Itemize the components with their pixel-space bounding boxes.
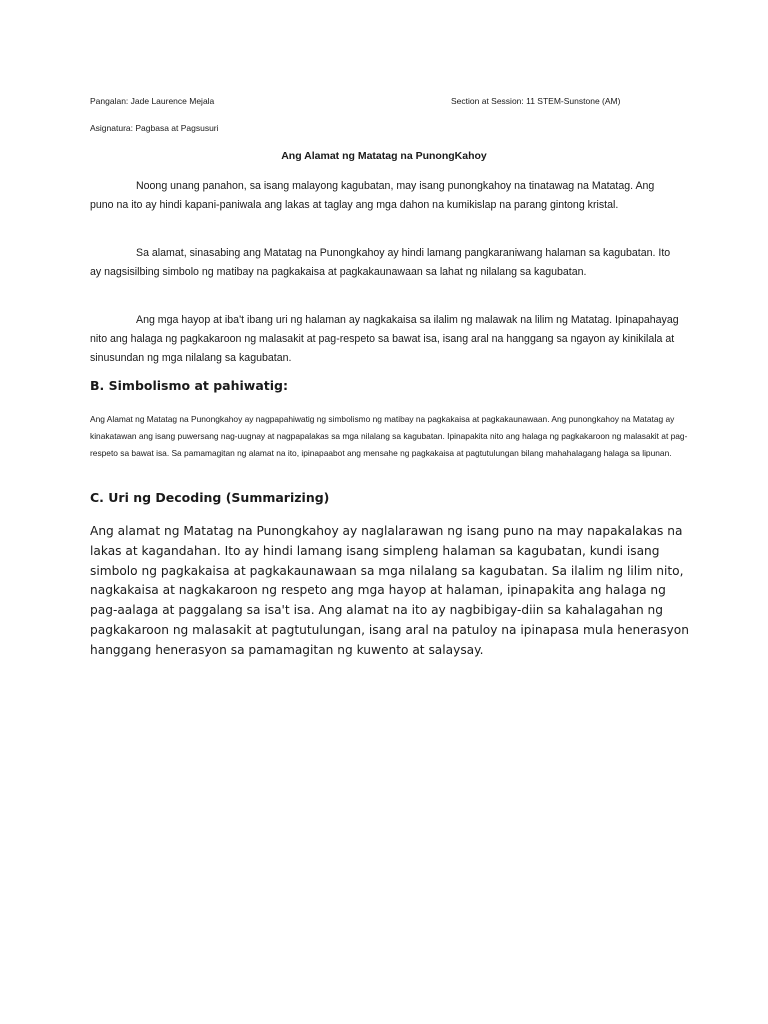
section-b-heading: B. Simbolismo at pahiwatig:: [90, 378, 288, 393]
section-c-heading: C. Uri ng Decoding (Summarizing): [90, 490, 330, 505]
section-session: Section at Session: 11 STEM-Sunstone (AM): [451, 96, 621, 106]
section-b-body: Ang Alamat ng Matatag na Punongkahoy ay nagpapahiwatig ng simbolismo ng matibay na pagkakaisa at pagkakaunawaan. Ang punongkahoy na Matatag ay kinakatawan ang isang puwersang nag-uugnay at nagpapalakas sa mga nilalang sa kagubatan. Ipinapakita nito ang halaga ng pagkakaroon ng malasakit at pag-respeto sa bawat isa. Sa pamamagitan ng alamat na ito, ipinapaabot ang mensahe ng pagkakaisa at pagtutulungan bilang mahahalagang halaga sa lipunan.: [90, 414, 688, 458]
story-paragraph-2: Sa alamat, sinasabing ang Matatag na Punongkahoy ay hindi lamang pangkaraniwang halaman sa kagubatan. Ito ay nagsisilbing simbolo ng matibay na pagkakaisa at pagkakaunawaan sa lahat ng nilalang sa kagubatan.: [90, 247, 671, 278]
story-paragraph-1: Noong unang panahon, sa isang malayong kagubatan, may isang punongkahoy na tinatawag na Matatag. Ang puno na ito ay hindi kapani-paniwala ang lakas at taglay ang mga dahon na kumikislap na parang gintong kristal.: [90, 180, 655, 211]
section-c-body: Ang alamat ng Matatag na Punongkahoy ay naglalarawan ng isang puno na may napakalakas na lakas at kagandahan. Ito ay hindi lamang isang simpleng halaman sa kagubatan, kundi isang simbolo ng pagkakaisa at pagkakaunawaan sa mga nilalang sa kagubatan. Sa ilalim ng lilim nito, nagkakaisa at nagkakaroon ng respeto ang mga hayop at halaman, ipinapakita ang halaga ng pag-aalaga at paggalang sa isa't isa. Ang alamat na ito ay nagbibigay-diin sa kahalagahan ng pagkakaroon ng malasakit at pagtutulungan, isang aral na patuloy na ipinapasa mula henerasyon hanggang henerasyon sa pamamagitan ng kuwento at salaysay.: [90, 524, 689, 657]
story-paragraph-3: Ang mga hayop at iba't ibang uri ng halaman ay nagkakaisa sa ilalim ng malawak na lilim ng Matatag. Ipinapahayag nito ang halaga ng pagkakaroon ng malasakit at pag-respeto sa bawat isa, isang aral na hanggang sa ngayon ay kinikilala at sinusundan ng mga nilalang sa kagubatan.: [90, 314, 679, 364]
document-title: Ang Alamat ng Matatag na PunongKahoy: [281, 150, 487, 162]
subject: Asignatura: Pagbasa at Pagsusuri: [90, 123, 219, 133]
student-name: Pangalan: Jade Laurence Mejala: [90, 96, 215, 106]
